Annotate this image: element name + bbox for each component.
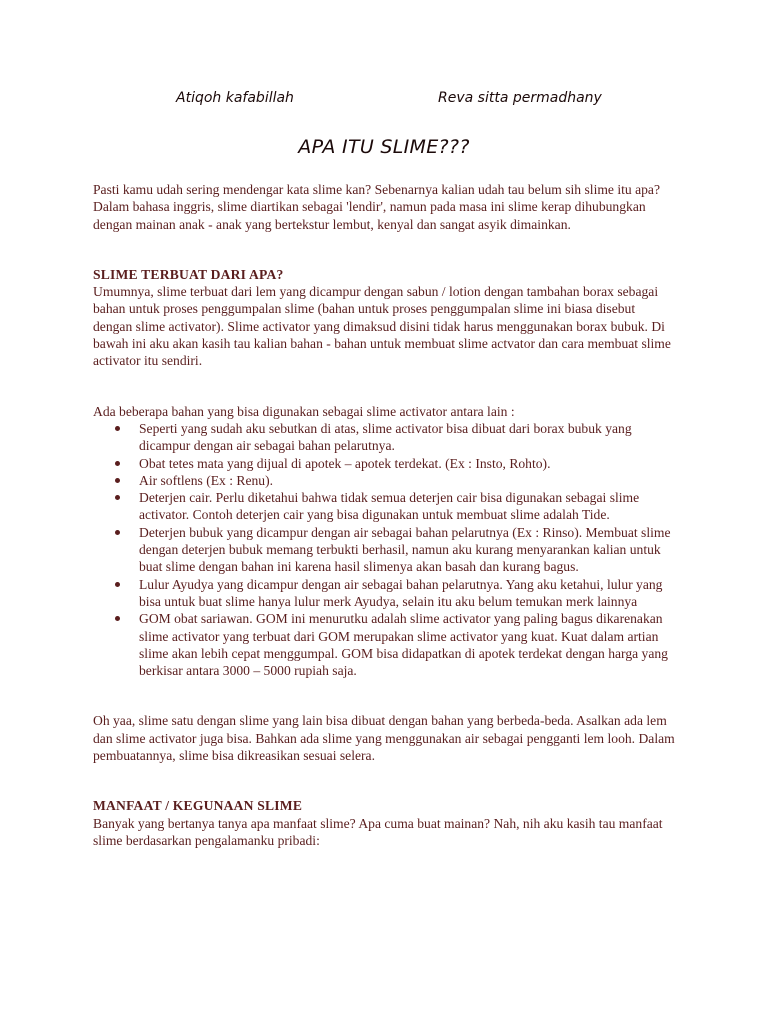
- list-item-text: GOM obat sariawan. GOM ini menurutku adalah slime activator yang paling bagus dikarenakan slime activator yang terbuat dari GOM merupakan slime activator yang kuat. Kuat dalam artian slime akan lebih cepat menggumpal. GOM bisa didapatkan di apotek terdekat dengan harga yang berkisar antara 3000 – 5000 rupiah saja.: [139, 611, 668, 679]
- author-line: [0, 90, 768, 118]
- list-item: [93, 455, 675, 472]
- spacer: [93, 233, 675, 250]
- author-name-2: Reva sitta permadhany: [438, 90, 602, 106]
- bullet-icon: [115, 426, 120, 431]
- list-item: [93, 472, 675, 489]
- bullet-icon: [115, 478, 120, 483]
- list-item-text: Deterjen bubuk yang dicampur dengan air sebagai bahan pelarutnya (Ex : Rinso). Membuat slime dengan deterjen bubuk memang terbukti berhasil, namun aku kurang menyarankan kalian untuk buat slime dengan bahan ini karena hasil slimenya akan basah dan kurang bagus.: [139, 524, 671, 575]
- spacer: [93, 764, 675, 781]
- list-item: [93, 524, 675, 576]
- benefits-paragraph: Banyak yang bertanya tanya apa manfaat slime? Apa cuma buat mainan? Nah, nih aku kasih tau manfaat slime berdasarkan pengalamanku pribadi:: [93, 815, 663, 848]
- bullet-icon: [115, 461, 120, 466]
- ingredients-paragraph: Umumnya, slime terbuat dari lem yang dicampur dengan sabun / lotion dengan tambahan borax sebagai bahan untuk proses penggumpalan slime (bahan untuk proses penggumpalan slime ini biasa disebut dengan slime activator). Slime activator yang dimaksud disini tidak harus menggunakan borax bubuk. Di bawah ini aku akan kasih tau kalian bahan - bahan untuk membuat slime actvator dan cara membuat slime activator itu sendiri.: [93, 284, 671, 369]
- spacer: [93, 250, 675, 266]
- intro-paragraph: Pasti kamu udah sering mendengar kata slime kan? Sebenarnya kalian udah tau belum sih slime itu apa? Dalam bahasa inggris, slime diartikan sebagai 'lendir', namun pada masa ini slime kerap dihubungkan dengan mainan anak - anak yang bertekstur lembut, kenyal dan sangat asyik dimainkan.: [93, 182, 660, 232]
- list-item-text: Obat tetes mata yang dijual di apotek – apotek terdekat. (Ex : Insto, Rohto).: [139, 455, 551, 471]
- list-item-text: Lulur Ayudya yang dicampur dengan air sebagai bahan pelarutnya. Yang aku ketahui, lulur yang bisa untuk buat slime hanya lulur merk Ayudya, selain itu aku belum temukan merk lainnya: [139, 576, 663, 609]
- spacer: [93, 679, 675, 696]
- bullet-icon: [115, 530, 120, 535]
- list-item: [93, 420, 675, 455]
- spacer: [93, 696, 675, 712]
- document-title: APA ITU SLIME???: [298, 136, 470, 158]
- bullet-icon: [115, 495, 120, 500]
- list-item: [93, 489, 675, 524]
- spacer: [93, 387, 675, 403]
- section-heading-ingredients: SLIME TERBUAT DARI APA?: [93, 266, 284, 282]
- list-item: [93, 576, 675, 611]
- activator-list: [93, 420, 675, 679]
- document-body: [93, 181, 675, 849]
- activator-intro: Ada beberapa bahan yang bisa digunakan sebagai slime activator antara lain :: [93, 403, 515, 419]
- spacer: [93, 370, 675, 387]
- list-item-text: Seperti yang sudah aku sebutkan di atas, slime activator bisa dibuat dari borax bubuk yang dicampur dengan air sebagai bahan pelarutnya.: [139, 420, 632, 454]
- list-item: [93, 610, 675, 679]
- bullet-icon: [115, 582, 120, 587]
- spacer: [93, 781, 675, 797]
- list-item-text: Deterjen cair. Perlu diketahui bahwa tidak semua deterjen cair bisa digunakan sebagai slime activator. Contoh deterjen cair yang bisa digunakan untuk membuat slime adalah Tide.: [139, 490, 640, 523]
- note-paragraph: Oh yaa, slime satu dengan slime yang lain bisa dibuat dengan bahan yang berbeda-beda. Asalkan ada lem dan slime activator juga bisa. Bahkan ada slime yang menggunakan air sebagai pengganti lem looh. Dalam pembuatannya, slime bisa dikreasikan sesuai selera.: [93, 713, 675, 764]
- list-item-text: Air softlens (Ex : Renu).: [139, 472, 274, 488]
- bullet-icon: [115, 616, 120, 621]
- section-heading-benefits: MANFAAT / KEGUNAAN SLIME: [93, 798, 303, 814]
- author-name-1: Atiqoh kafabillah: [176, 90, 294, 106]
